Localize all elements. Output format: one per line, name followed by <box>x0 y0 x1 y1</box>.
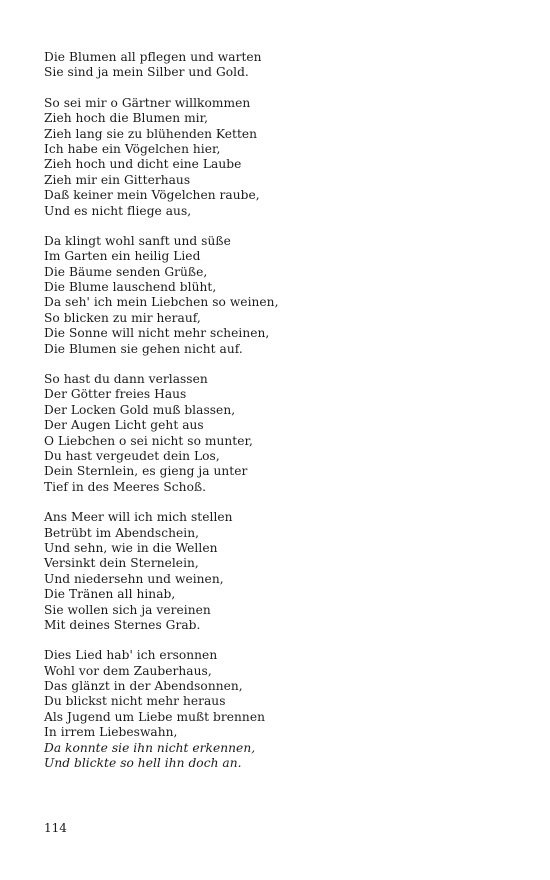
poem-line: Zieh hoch und dicht eine Laube <box>44 157 242 172</box>
stanza <box>44 648 514 771</box>
poem-line: So hast du dann verlassen <box>44 372 208 387</box>
poem-line: Dies Lied hab' ich ersonnen <box>44 648 218 663</box>
stanza <box>44 50 514 81</box>
poem-line: Und niedersehn und weinen, <box>44 571 224 586</box>
poem-line: Versinkt dein Sternelein, <box>44 556 199 571</box>
poem-line: Sie sind ja mein Silber und Gold. <box>44 65 249 80</box>
poem-line: Die Blume lauschend blüht, <box>44 280 217 295</box>
poem-line: Sie wollen sich ja vereinen <box>44 602 211 617</box>
poem-line: Zieh hoch die Blumen mir, <box>44 111 209 126</box>
poem-line: Die Blumen sie gehen nicht auf. <box>44 341 243 356</box>
poem-line: Da seh' ich mein Liebchen so weinen, <box>44 295 279 310</box>
poem-line: Und sehn, wie in die Wellen <box>44 540 218 555</box>
stanza <box>44 96 514 219</box>
poem-line: Da klingt wohl sanft und süße <box>44 233 231 248</box>
poem-line: Betrübt im Abendschein, <box>44 525 200 540</box>
poem-line: Das glänzt in der Abendsonnen, <box>44 679 243 694</box>
poem-line: Die Sonne will nicht mehr scheinen, <box>44 326 270 341</box>
stanza <box>44 234 514 357</box>
poem-body <box>44 50 514 786</box>
stanza <box>44 372 514 495</box>
poem-line: Und es nicht fliege aus, <box>44 203 192 218</box>
stanza <box>44 510 514 633</box>
poem-line: Ich habe ein Vögelchen hier, <box>44 141 221 156</box>
poem-line: Der Augen Licht geht aus <box>44 418 204 433</box>
poem-line: Ans Meer will ich mich stellen <box>44 510 233 525</box>
page-number: 114 <box>44 821 67 835</box>
poem-line: Die Tränen all hinab, <box>44 587 176 602</box>
poem-line: Im Garten ein heilig Lied <box>44 249 201 264</box>
poem-line: Mit deines Sternes Grab. <box>44 617 201 632</box>
poem-line: Und blickte so hell ihn doch an. <box>44 756 242 771</box>
poem-line: So sei mir o Gärtner willkommen <box>44 95 251 110</box>
poem-line: Zieh mir ein Gitterhaus <box>44 172 191 187</box>
poem-line: In irrem Liebeswahn, <box>44 725 178 740</box>
poem-line: Zieh lang sie zu blühenden Ketten <box>44 126 258 141</box>
poem-line: Wohl vor dem Zauberhaus, <box>44 663 212 678</box>
poem-line: O Liebchen o sei nicht so munter, <box>44 433 253 448</box>
poem-line: Dein Sternlein, es gieng ja unter <box>44 464 248 479</box>
poem-line: Du blickst nicht mehr heraus <box>44 694 226 709</box>
poem-line: Die Bäume senden Grüße, <box>44 264 208 279</box>
poem-line: Da konnte sie ihn nicht erkennen, <box>44 740 256 755</box>
poem-line: So blicken zu mir herauf, <box>44 310 201 325</box>
poem-line: Der Locken Gold muß blassen, <box>44 402 236 417</box>
poem-line: Die Blumen all pflegen und warten <box>44 50 262 64</box>
poem-line: Tief in des Meeres Schoß. <box>44 479 207 494</box>
poem-line: Daß keiner mein Vögelchen raube, <box>44 188 260 203</box>
poem-line: Als Jugend um Liebe mußt brennen <box>44 709 265 724</box>
poem-line: Der Götter freies Haus <box>44 387 187 402</box>
poem-line: Du hast vergeudet dein Los, <box>44 448 220 463</box>
